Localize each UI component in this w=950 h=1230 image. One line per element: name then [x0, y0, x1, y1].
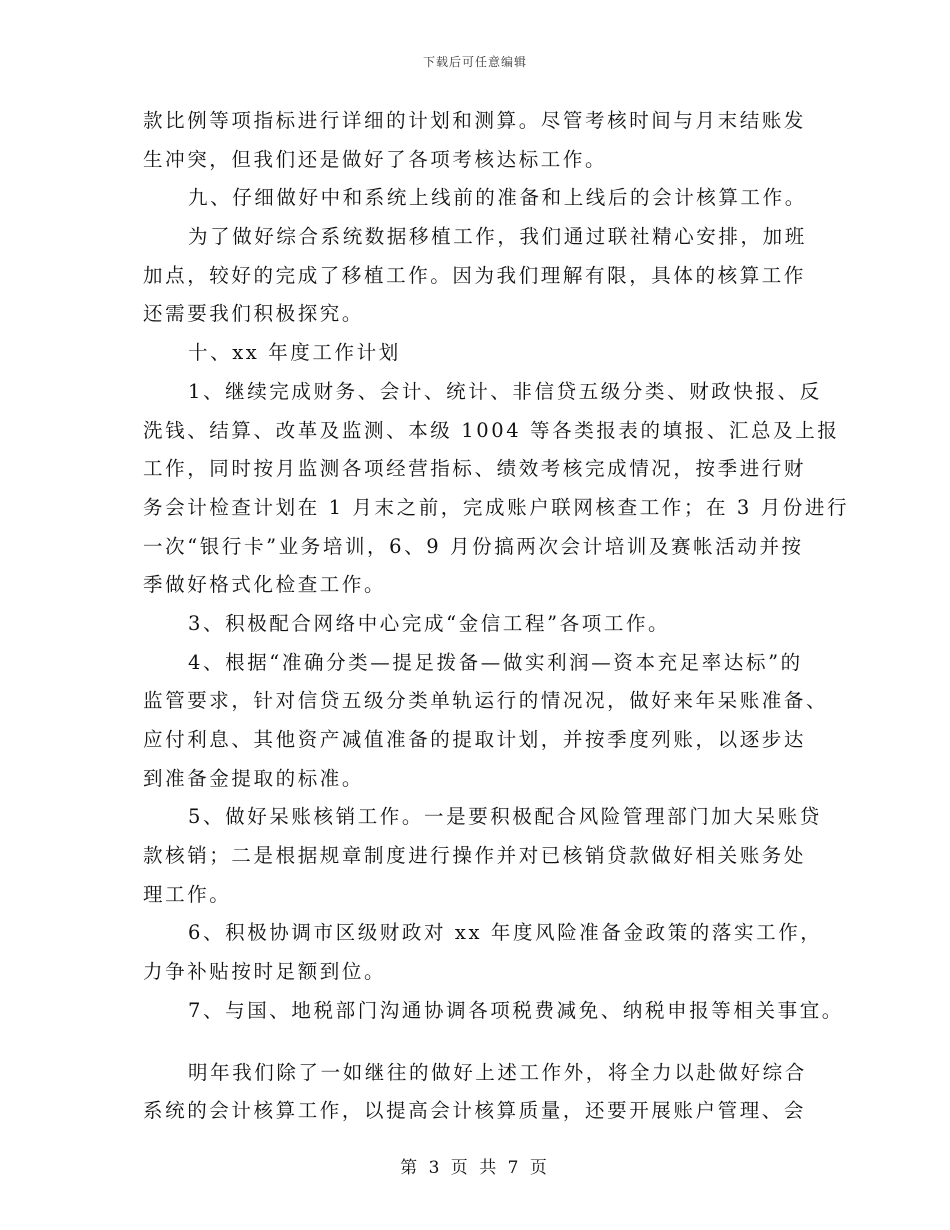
text-line: 明年我们除了一如继往的做好上述工作外，将全力以赴做好综合	[188, 1060, 807, 1084]
text-line: 7、与国、地税部门沟通协调各项税费减免、纳税申报等相关事宜。	[188, 998, 844, 1022]
text-line: 到准备金提取的标准。	[143, 766, 365, 790]
text-line: 季做好格式化检查工作。	[143, 573, 387, 597]
text-line: 6、积极协调市区级财政对 xx 年度风险准备金政策的落实工作，	[188, 921, 823, 945]
text-line: 还需要我们积极探究。	[143, 302, 365, 326]
document-body	[143, 102, 850, 1131]
text-line: 1、继续完成财务、会计、统计、非信贷五级分类、财政快报、反	[188, 379, 822, 403]
text-line: 监管要求，针对信贷五级分类单轨运行的情况况，做好来年呆账准备、	[143, 689, 829, 713]
page-header: 下载后可任意编辑	[422, 55, 527, 69]
text-line: 工作，同时按月监测各项经营指标、绩效考核完成情况，按季进行财	[143, 457, 807, 481]
closing-text-block	[143, 1054, 833, 1131]
text-line: 系统的会计核算工作，以提高会计核算质量，还要开展账户管理、会	[143, 1099, 807, 1123]
text-line: 3、积极配合网络中心完成“金信工程”各项工作。	[188, 611, 671, 635]
text-line: 洗钱、结算、改革及监测、本级 1004 等各类报表的填报、汇总及上报	[143, 418, 840, 442]
text-line: 务会计检查计划在 1 月末之前，完成账户联网核查工作；在 3 月份进行	[143, 495, 850, 519]
text-line: 生冲突，但我们还是做好了各项考核达标工作。	[143, 147, 608, 171]
page-footer: 第 3 页 共 7 页	[400, 1158, 550, 1178]
main-text-block	[143, 102, 850, 1031]
text-line: 十、xx 年度工作计划	[188, 341, 401, 365]
text-line: 4、根据“准确分类—提足拨备—做实利润—资本充足率达标”的	[188, 650, 803, 674]
paragraph-gap	[143, 1031, 833, 1054]
text-line: 加点，较好的完成了移植工作。因为我们理解有限，具体的核算工作	[143, 263, 807, 287]
text-line: 应付利息、其他资产减值准备的提取计划，并按季度列账，以逐步达	[143, 728, 807, 751]
text-line: 5、做好呆账核销工作。一是要积极配合风险管理部门加大呆账贷	[188, 805, 822, 829]
text-line: 款比例等项指标进行详细的计划和测算。尽管考核时间与月末结账发	[143, 109, 807, 132]
text-line: 九、仔细做好中和系统上线前的准备和上线后的会计核算工作。	[188, 186, 807, 210]
text-line: 为了做好综合系统数据移植工作，我们通过联社精心安排，加班	[188, 225, 807, 249]
text-line: 款核销；二是根据规章制度进行操作并对已核销贷款做好相关账务处	[143, 844, 807, 868]
text-line: 力争补贴按时足额到位。	[143, 960, 387, 984]
text-line: 一次“银行卡”业务培训，6、9 月份搞两次会计培训及赛帐活动并按	[143, 534, 804, 558]
text-line: 理工作。	[143, 882, 232, 906]
